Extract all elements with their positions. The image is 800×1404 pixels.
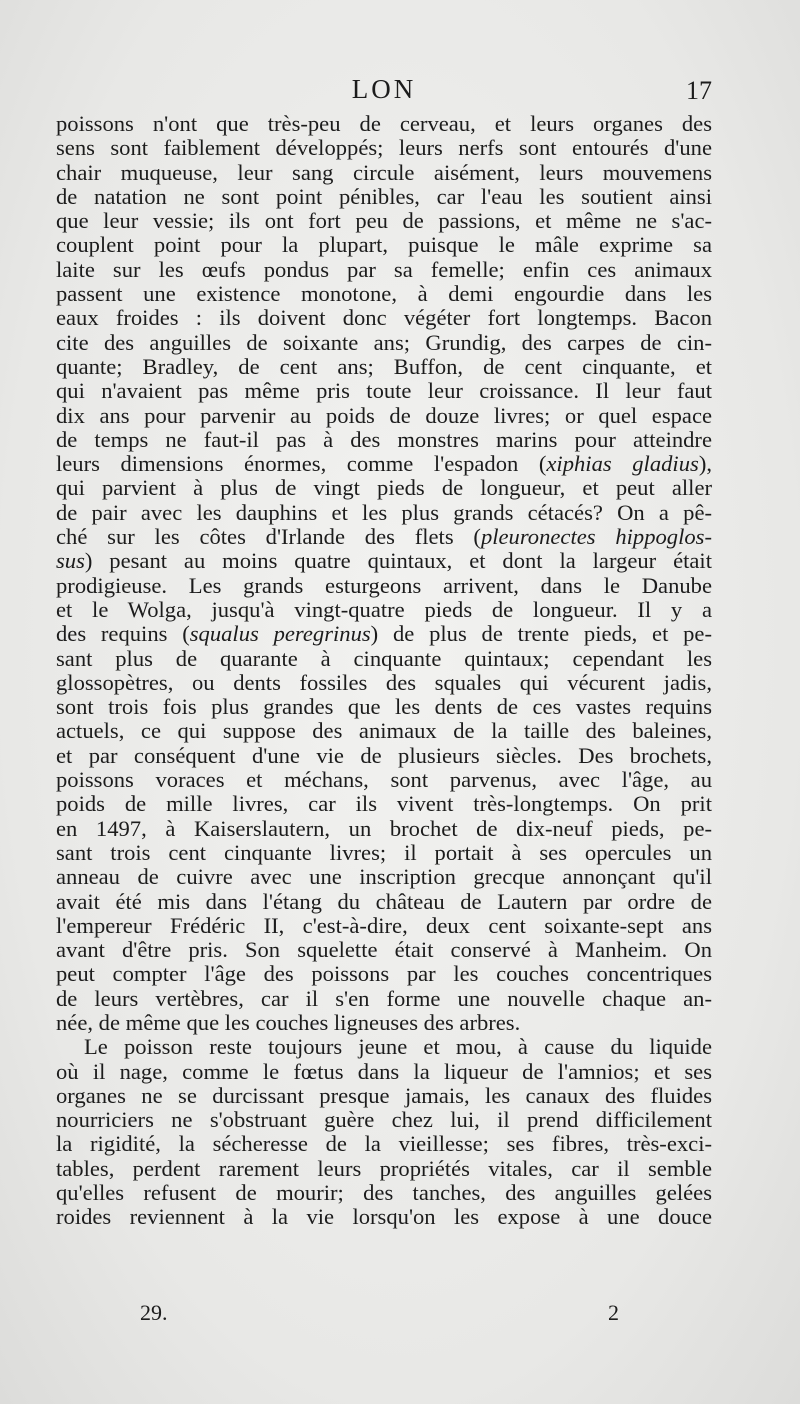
page-footer <box>56 1300 712 1330</box>
text-run: de leurs vertèbres, car il s'en forme une nouvelle chaque an- <box>56 986 712 1011</box>
text-line <box>56 914 712 938</box>
page-number: 17 <box>686 76 712 105</box>
text-run: où il nage, comme le fœtus dans la liqueur de l'amnios; et ses <box>56 1059 712 1084</box>
text-run: et par conséquent d'une vie de plusieurs siècles. Des brochets, <box>56 743 712 768</box>
text-line <box>56 476 712 500</box>
text-run: couplent point pour la plupart, puisque le mâle exprime sa <box>56 233 712 258</box>
text-run: sens sont faiblement développés; leurs nerfs sont entourés d'une <box>56 136 712 161</box>
text-line <box>56 1108 712 1132</box>
text-line <box>56 404 712 428</box>
text-line <box>56 525 712 549</box>
text-line <box>56 598 712 622</box>
text-run: de natation ne sont point pénibles, car l'eau les soutient ainsi <box>56 184 712 209</box>
text-line <box>56 1035 712 1059</box>
text-line <box>56 355 712 379</box>
text-line <box>56 331 712 355</box>
text-line <box>56 1157 712 1181</box>
text-run: née, de même que les couches ligneuses des arbres. <box>56 1010 521 1035</box>
text-run: qui parvient à plus de vingt pieds de longueur, et peut aller <box>56 476 712 501</box>
text-line <box>56 136 712 160</box>
text-run: prodigieuse. Les grands esturgeons arrivent, dans le Danube <box>56 573 712 598</box>
text-line <box>56 987 712 1011</box>
text-run: sont trois fois plus grandes que les dents de ces vastes requins <box>56 695 712 720</box>
text-line <box>56 768 712 792</box>
text-run: et le Wolga, jusqu'à vingt-quatre pieds de longueur. Il y a <box>56 597 712 622</box>
text-run: poissons voraces et méchans, sont parvenus, avec l'âge, au <box>56 768 712 793</box>
text-run: avait été mis dans l'étang du château de Lautern par ordre de <box>56 889 712 914</box>
text-run: avant d'être pris. Son squelette était conservé à Manheim. On <box>56 938 712 963</box>
italic-term: pleuronectes hippoglos- <box>480 525 712 550</box>
running-title: LON <box>351 74 417 104</box>
text-run: en 1497, à Kaiserslautern, un brochet de dix-neuf pieds, pe- <box>56 816 712 841</box>
text-line <box>56 428 712 452</box>
text-run: dix ans pour parvenir au poids de douze livres; or quel espace <box>56 403 712 428</box>
text-run: cite des anguilles de soixante ans; Grundig, des carpes de cin- <box>56 330 712 355</box>
text-line <box>56 622 712 646</box>
text-run: qui n'avaient pas même pris toute leur croissance. Il leur faut <box>56 379 712 404</box>
text-run: chair muqueuse, leur sang circule aisément, leurs mouvemens <box>56 160 712 185</box>
text-run: poissons n'ont que très-peu de cerveau, et leurs organes des <box>56 112 712 136</box>
text-line <box>56 112 712 136</box>
text-run: sant plus de quarante à cinquante quintaux; cependant les <box>56 646 712 671</box>
text-line <box>56 890 712 914</box>
text-line <box>56 306 712 330</box>
text-line <box>56 209 712 233</box>
text-line <box>56 1181 712 1205</box>
text-run: qu'elles refusent de mourir; des tanches, des anguilles gelées <box>56 1181 712 1206</box>
text-run: tables, perdent rarement leurs propriétés vitales, car il semble <box>56 1156 712 1181</box>
text-line <box>56 938 712 962</box>
text-run: ), <box>698 452 712 477</box>
text-line <box>56 233 712 257</box>
text-run: actuels, ce qui suppose des animaux de la taille des baleines, <box>56 719 712 744</box>
text-run: ) de plus de trente pieds, et pe- <box>370 622 712 647</box>
gathering-mark: 2 <box>608 1300 619 1325</box>
text-line <box>56 1011 712 1035</box>
text-run: nourriciers ne s'obstruant guère chez lui, il prend difficilement <box>56 1108 712 1133</box>
text-line <box>56 549 712 573</box>
text-run: laite sur les œufs pondus par sa femelle; enfin ces animaux <box>56 257 712 282</box>
text-run: des requins ( <box>56 622 190 647</box>
text-line <box>56 574 712 598</box>
text-line <box>56 792 712 816</box>
italic-term: squalus peregrinus <box>189 622 371 647</box>
text-line <box>56 501 712 525</box>
text-run: la rigidité, la sécheresse de la vieillesse; ses fibres, très-exci- <box>56 1132 712 1157</box>
text-run: ché sur les côtes d'Irlande des flets ( <box>56 525 481 550</box>
text-line <box>56 744 712 768</box>
text-line <box>56 695 712 719</box>
text-line <box>56 452 712 476</box>
text-line <box>56 841 712 865</box>
text-line <box>56 719 712 743</box>
text-run: glossopètres, ou dents fossiles des squales qui vécurent jadis, <box>56 670 712 695</box>
text-run: l'empereur Frédéric II, c'est-à-dire, deux cent soixante-sept ans <box>56 913 712 938</box>
text-run: sant trois cent cinquante livres; il portait à ses opercules un <box>56 840 712 865</box>
italic-term: sus <box>56 549 85 574</box>
text-line <box>56 1060 712 1084</box>
text-line <box>56 817 712 841</box>
text-run: leurs dimensions énormes, comme l'espadon ( <box>56 452 547 477</box>
text-line <box>56 647 712 671</box>
text-run: roides reviennent à la vie lorsqu'on les expose à une douce <box>56 1205 712 1230</box>
text-line <box>56 671 712 695</box>
page-header <box>56 72 712 108</box>
text-run: passent une existence monotone, à demi engourdie dans les <box>56 282 712 307</box>
text-run: eaux froides : ils doivent donc végéter fort longtemps. Bacon <box>56 306 712 331</box>
text-run: peut compter l'âge des poissons par les couches concentriques <box>56 962 712 987</box>
text-run: ) pesant au moins quatre quintaux, et dont la largeur était <box>84 549 712 574</box>
text-run: organes ne se durcissant presque jamais, les canaux des fluides <box>56 1083 712 1108</box>
text-line <box>56 161 712 185</box>
body-text <box>56 112 712 1230</box>
text-run: Le poisson reste toujours jeune et mou, à cause du liquide <box>84 1035 712 1060</box>
text-line <box>56 185 712 209</box>
text-line <box>56 1132 712 1156</box>
text-run: que leur vessie; ils ont fort peu de passions, et même ne s'ac- <box>56 209 712 234</box>
text-line <box>56 865 712 889</box>
text-run: de temps ne faut-il pas à des monstres marins pour atteindre <box>56 427 712 452</box>
text-run: quante; Bradley, de cent ans; Buffon, de cent cinquante, et <box>56 354 712 379</box>
text-line <box>56 1205 712 1229</box>
text-line <box>56 379 712 403</box>
text-run: de pair avec les dauphins et les plus grands cétacés? On a pê- <box>56 500 712 525</box>
text-line <box>56 282 712 306</box>
text-run: poids de mille livres, car ils vivent très-longtemps. On prit <box>56 792 712 817</box>
text-line <box>56 258 712 282</box>
signature-mark: 29. <box>140 1300 168 1325</box>
text-line <box>56 962 712 986</box>
text-line <box>56 1084 712 1108</box>
text-run: anneau de cuivre avec une inscription grecque annonçant qu'il <box>56 865 712 890</box>
italic-term: xiphias gladius <box>546 452 699 477</box>
